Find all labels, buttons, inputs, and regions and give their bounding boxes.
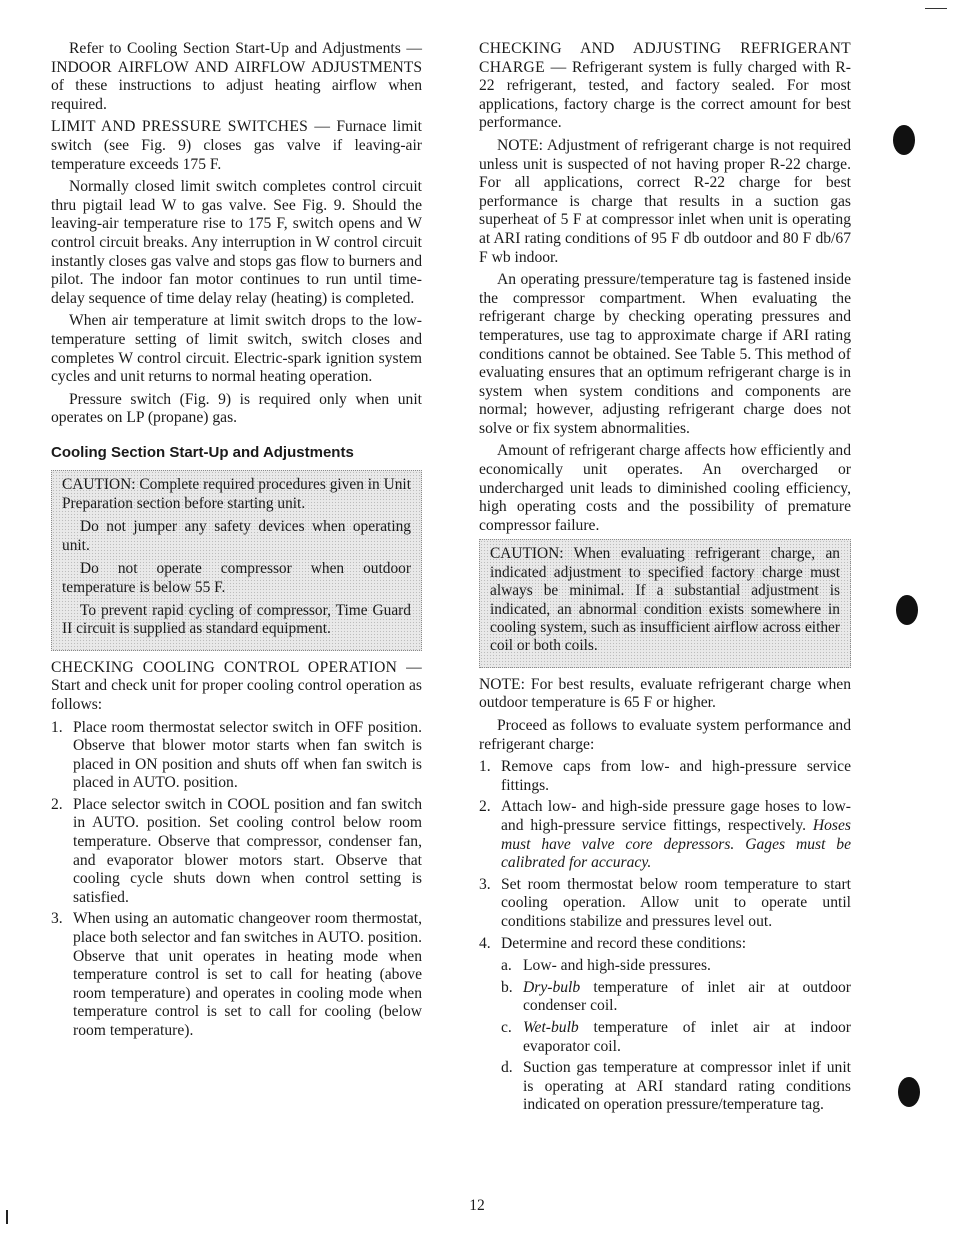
paragraph-airflow-ref: Refer to Cooling Section Start-Up and Adjustments — INDOOR AIRFLOW AND AIRFLOW ADJUSTMENTS of these instructions to adjust heating airflow when required. <box>51 40 422 113</box>
left-column <box>51 40 422 1045</box>
sub-text: temperature of inlet air at indoor evaporator coil. <box>523 1018 851 1055</box>
caution-line: CAUTION: When evaluating refrigerant charge, an indicated adjustment to specified factory charge must always be minimal. If a substantial adjustment is indicated, an abnormal condition exists somewhere in cooling system, such as insufficient airflow across either coil or both coils. <box>490 545 840 655</box>
sub-letter: b. <box>501 978 513 996</box>
step-number: 1. <box>51 718 63 736</box>
sub-text-emphasis: Dry-bulb <box>523 978 581 996</box>
binder-hole-mark <box>898 1077 920 1107</box>
caution-box-refrigerant <box>479 539 851 667</box>
edge-rule-mark <box>925 8 947 9</box>
list-item <box>501 1059 851 1115</box>
caution-line: To prevent rapid cycling of compressor, Time Guard II circuit is supplied as standard equipment. <box>62 601 411 638</box>
list-item <box>51 910 422 1040</box>
sub-letter: a. <box>501 957 512 975</box>
list-item <box>501 1019 851 1056</box>
binder-hole-mark <box>896 595 918 625</box>
step-number: 1. <box>479 758 491 776</box>
list-item <box>51 796 422 908</box>
list-item <box>51 719 422 793</box>
list-item <box>479 798 851 872</box>
section-heading-cooling: Cooling Section Start-Up and Adjustments <box>51 443 354 461</box>
limit-switches-body: Furnace limit switch (see Fig. 9) closes gas valve if leaving-air temperature exceeds 175 F. <box>51 118 422 173</box>
edge-tick-mark <box>6 1210 8 1224</box>
paragraph-pressure-switch: Pressure switch (Fig. 9) is required only when unit operates on LP (propane) gas. <box>51 390 422 427</box>
refrigerant-steps <box>479 758 851 1115</box>
step-number: 2. <box>479 798 491 816</box>
paragraph-limit-switches <box>51 118 422 174</box>
paragraph-charge-effects: Amount of refrigerant charge affects how efficiently and economically unit operates. An overcharged or undercharged unit leads to diminished cooling efficiency, high operating costs and the possibility of premature compressor failure. <box>479 442 851 534</box>
paragraph-checking-cooling-control <box>51 659 422 715</box>
step-text: Remove caps from low- and high-pressure service fittings. <box>501 758 851 794</box>
step-text: Determine and record these conditions: <box>501 934 747 952</box>
page-number: 12 <box>469 1197 485 1214</box>
sub-text: Low- and high-side pressures. <box>523 957 711 975</box>
step-number: 2. <box>51 795 63 813</box>
list-item <box>501 957 851 976</box>
paragraph-limit-switch-reset: When air temperature at limit switch drops to the low-temperature setting of limit switch, switch closes and completes W control circuit. Electric-spark ignition system cycles and unit returns to normal heating operation. <box>51 312 422 386</box>
caution-box-cooling <box>51 470 422 650</box>
cooling-control-steps <box>51 719 422 1041</box>
checking-cooling-body: Start and check unit for proper cooling control operation as follows: <box>51 677 422 713</box>
step-text: Place selector switch in COOL position and fan switch in AUTO. position. Set cooling control below room temperature. Observe that compressor, condenser fan, and evaporator blower motors start. Observe that cooling cycle shuts down when control setting is satisfied. <box>73 795 422 906</box>
list-item <box>501 979 851 1016</box>
sub-letter: d. <box>501 1059 513 1077</box>
caution-line: Do not jumper any safety devices when operating unit. <box>62 518 411 554</box>
caution-line: Do not operate compressor when outdoor temperature is below 55 F. <box>62 560 411 596</box>
right-column <box>479 40 851 1119</box>
step-text: Set room thermostat below room temperature to start cooling operation. Allow unit to operate until conditions stabilize and pressures level out. <box>501 875 851 930</box>
sub-text: temperature of inlet air at outdoor condenser coil. <box>523 978 851 1015</box>
step-text: When using an automatic changeover room thermostat, place both selector and fan switches in AUTO. position. Observe that unit operates in heating mode when temperature control is set to call for heating (above room temperature) and operates in cooling mode when temperature control is set to call for cooling (below room temperature). <box>73 910 422 1039</box>
step-text-emphasis: Hoses must have valve core depressors. Gages must be calibrated for accuracy. <box>501 817 851 872</box>
conditions-sublist <box>501 957 851 1115</box>
paragraph-limit-switch-operation: Normally closed limit switch completes control circuit thru pigtail lead W to gas valve. See Fig. 9. Should the leaving-air temperature rise to 175 F, switch opens and W control circuit breaks. Any interruption in W control circuit instantly closes gas valve and stops gas flow to burners and pilot. The indoor fan motor continues to run until time-delay sequence of time delay relay (heating) is completed. <box>51 178 422 307</box>
binder-hole-mark <box>893 125 915 155</box>
limit-switches-lead: LIMIT AND PRESSURE SWITCHES — <box>51 118 331 136</box>
paragraph-note-adjustment: NOTE: Adjustment of refrigerant charge is not required unless unit is suspected of not having proper R-22 charge. For all applications, correct R-22 charge for best performance is charge that results in a suction gas superheat of 5 F at compressor inlet when unit is operating at ARI rating conditions of 95 F db outdoor and 80 F db/67 F wb indoor. <box>479 136 851 266</box>
sub-text: Suction gas temperature at compressor inlet if unit is operating at ARI standard rating conditions indicated on operation pressure/temperature tag. <box>523 1059 851 1114</box>
list-item <box>479 935 851 1115</box>
list-item <box>479 758 851 795</box>
list-item <box>479 876 851 932</box>
step-number: 3. <box>479 875 491 893</box>
paragraph-note-outdoor-temp: NOTE: For best results, evaluate refrigerant charge when outdoor temperature is 65 F or higher. <box>479 675 851 712</box>
caution-line: CAUTION: Complete required procedures given in Unit Preparation section before starting unit. <box>62 476 411 512</box>
sub-text-emphasis: Wet-bulb <box>523 1018 579 1036</box>
paragraph-pressure-tag: An operating pressure/temperature tag is fastened inside the compressor compartment. When evaluating the refrigerant charge by checking operating pressures and temperatures, use tag to approximate charge if ARI rating conditions cannot be obtained. See Table 5. This method of evaluating ensures that an optimum refrigerant charge is in system when system conditions and components are normal; however, adjusting refrigerant charge does not solve or fix system abnormalities. <box>479 271 851 437</box>
checking-cooling-lead: CHECKING COOLING CONTROL OPERATION — <box>51 658 422 676</box>
step-number: 4. <box>479 934 491 952</box>
step-text: Place room thermostat selector switch in OFF position. Observe that blower motor starts when fan switch is placed in ON position and shuts off when fan switch is placed in AUTO. position. <box>73 718 422 792</box>
paragraph-proceed: Proceed as follows to evaluate system performance and refrigerant charge: <box>479 717 851 753</box>
paragraph-refrigerant-charge <box>479 40 851 133</box>
refrigerant-charge-lead: CHECKING AND ADJUSTING REFRIGERANT CHARGE — <box>479 40 851 76</box>
sub-letter: c. <box>501 1018 512 1036</box>
refrigerant-charge-body: Refrigerant system is fully charged with R-22 refrigerant, tested, and factory sealed. For most applications, factory charge is the correct amount for best performance. <box>479 58 851 132</box>
step-text: Attach low- and high-side pressure gage hoses to low- and high-pressure service fittings, respectively. <box>501 798 851 835</box>
step-number: 3. <box>51 910 63 928</box>
